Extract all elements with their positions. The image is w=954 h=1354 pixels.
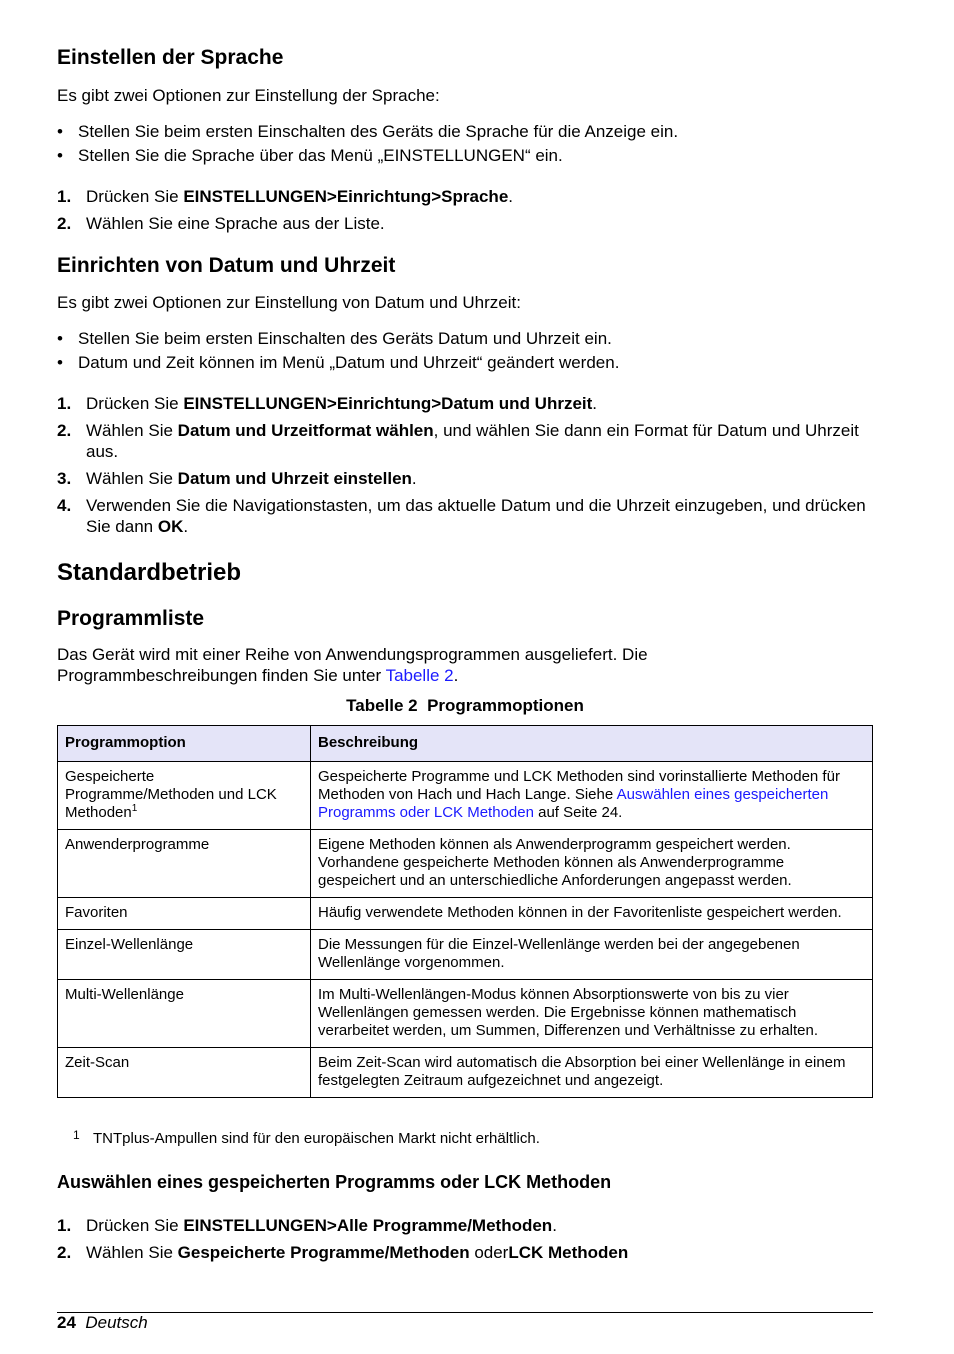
table-header-row xyxy=(58,726,873,762)
table-cell: Zeit-Scan xyxy=(58,1048,311,1098)
heading-language: Einstellen der Sprache xyxy=(57,46,284,69)
heading-standard: Standardbetrieb xyxy=(57,559,242,586)
table-row xyxy=(58,830,873,898)
table-cell: Favoriten xyxy=(58,898,311,930)
page-number: 24 xyxy=(57,1313,76,1332)
table-cell: Einzel-Wellenlänge xyxy=(58,930,311,980)
table-cell: Die Messungen für die Einzel-Wellenlänge werden bei der angegebenen Wellenlänge vorgenommen. xyxy=(311,930,873,980)
footer-divider xyxy=(57,1312,873,1313)
table-cell: Häufig verwendete Methoden können in der Favoritenliste gespeichert werden. xyxy=(311,898,873,930)
language-intro: Es gibt zwei Optionen zur Einstellung der Sprache: xyxy=(57,86,440,105)
datetime-intro: Es gibt zwei Optionen zur Einstellung von Datum und Uhrzeit: xyxy=(57,293,521,312)
section-link[interactable]: Auswählen eines gespeicherten Programms oder LCK Methoden xyxy=(318,786,829,821)
table-cell: Gespeicherte Programme und LCK Methoden sind vorinstallierte Methoden für Methoden von Hach und Hach Lange. Siehe Auswählen eines gespeicherten Programms oder LCK Methoden auf Seite 24. xyxy=(311,762,873,830)
table-cell: Eigene Methoden können als Anwenderprogramm gespeichert werden. Vorhandene gespeicherte Methoden können als Anwenderprogramme gespeichert und an unterschiedliche Anforderungen angepasst werden. xyxy=(311,830,873,898)
heading-datetime: Einrichten von Datum und Uhrzeit xyxy=(57,254,396,277)
table-row xyxy=(58,898,873,930)
table-row xyxy=(58,980,873,1048)
heading-programs: Programmliste xyxy=(57,607,205,630)
page-footer xyxy=(57,1313,148,1333)
footnote-number: 1 xyxy=(73,1128,80,1142)
table-cell: Anwenderprogramme xyxy=(58,830,311,898)
table-row xyxy=(58,930,873,980)
table-row xyxy=(58,1048,873,1098)
program-options-table xyxy=(57,725,873,1098)
table-link[interactable]: Tabelle 2 xyxy=(385,666,454,685)
table-cell: Multi-Wellenlänge xyxy=(58,980,311,1048)
table-cell: Gespeicherte Programme/Methoden und LCK Methoden$^1$ xyxy=(58,762,311,830)
table-caption: Tabelle 2 Programmoptionen xyxy=(346,696,584,715)
table-cell: Beim Zeit-Scan wird automatisch die Absorption bei einer Wellenlänge in einem festgelegten Zeitraum aufgezeichnet und angezeigt. xyxy=(311,1048,873,1098)
table-cell: Im Multi-Wellenlängen-Modus können Absorptionswerte von bis zu vier Wellenlängen gemessen werden. Die Ergebnisse können mathematisch verarbeitet werden, um Summen, Differenzen und Verhältnisse zu erhalten. xyxy=(311,980,873,1048)
programs-intro: Das Gerät wird mit einer Reihe von Anwendungsprogrammen ausgeliefert. Die Programmbeschreibungen finden Sie unter Tabelle 2. xyxy=(57,645,648,685)
footnote-text: TNTplus-Ampullen sind für den europäischen Markt nicht erhältlich. xyxy=(93,1130,540,1147)
footer-language: Deutsch xyxy=(85,1313,148,1332)
table-row xyxy=(58,762,873,830)
column-header: Programmoption xyxy=(58,726,311,762)
column-header: Beschreibung xyxy=(311,726,873,762)
heading-select-program: Auswählen eines gespeicherten Programms oder LCK Methoden xyxy=(57,1172,612,1192)
